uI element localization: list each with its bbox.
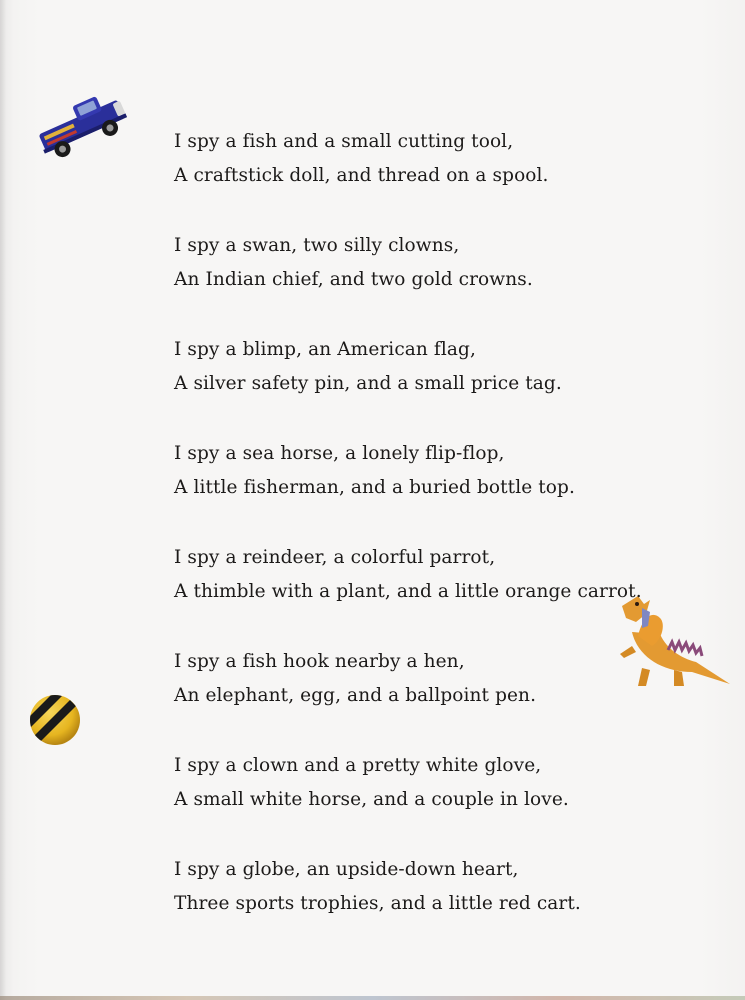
- poem-line: A little fisherman, and a buried bottle top.: [174, 477, 575, 498]
- poem-line: A silver safety pin, and a small price tag.: [174, 373, 562, 394]
- poem-line: I spy a fish and a small cutting tool,: [174, 131, 514, 152]
- poem-line: I spy a fish hook nearby a hen,: [174, 651, 465, 672]
- toy-truck-icon: [32, 82, 132, 166]
- poem-stanza-8: [174, 855, 674, 959]
- poem-stanza-4: [174, 439, 674, 543]
- poem-stanza-1: [174, 127, 674, 231]
- poem-stanza-7: [174, 751, 674, 855]
- poem-line: A thimble with a plant, and a little orange carrot.: [174, 581, 642, 602]
- page-bottom-edge: [0, 996, 745, 1000]
- poem-line: I spy a clown and a pretty white glove,: [174, 755, 542, 776]
- poem-line: An Indian chief, and two gold crowns.: [174, 269, 533, 290]
- poem-line: I spy a sea horse, a lonely flip-flop,: [174, 443, 505, 464]
- poem-line: I spy a blimp, an American flag,: [174, 339, 476, 360]
- poem-line: A small white horse, and a couple in love.: [174, 789, 569, 810]
- page-spine-shadow: [0, 0, 6, 1000]
- poem-stanza-2: [174, 231, 674, 335]
- poem-text: [174, 127, 674, 959]
- poem-line: A craftstick doll, and thread on a spool.: [174, 165, 549, 186]
- poem-line: Three sports trophies, and a little red cart.: [174, 893, 581, 914]
- poem-line: I spy a reindeer, a colorful parrot,: [174, 547, 496, 568]
- poem-line: I spy a swan, two silly clowns,: [174, 235, 460, 256]
- striped-ball-icon: [26, 692, 84, 748]
- poem-stanza-6: [174, 647, 674, 751]
- poem-stanza-5: [174, 543, 674, 647]
- poem-line: I spy a globe, an upside-down heart,: [174, 859, 519, 880]
- poem-stanza-3: [174, 335, 674, 439]
- poem-line: An elephant, egg, and a ballpoint pen.: [174, 685, 537, 706]
